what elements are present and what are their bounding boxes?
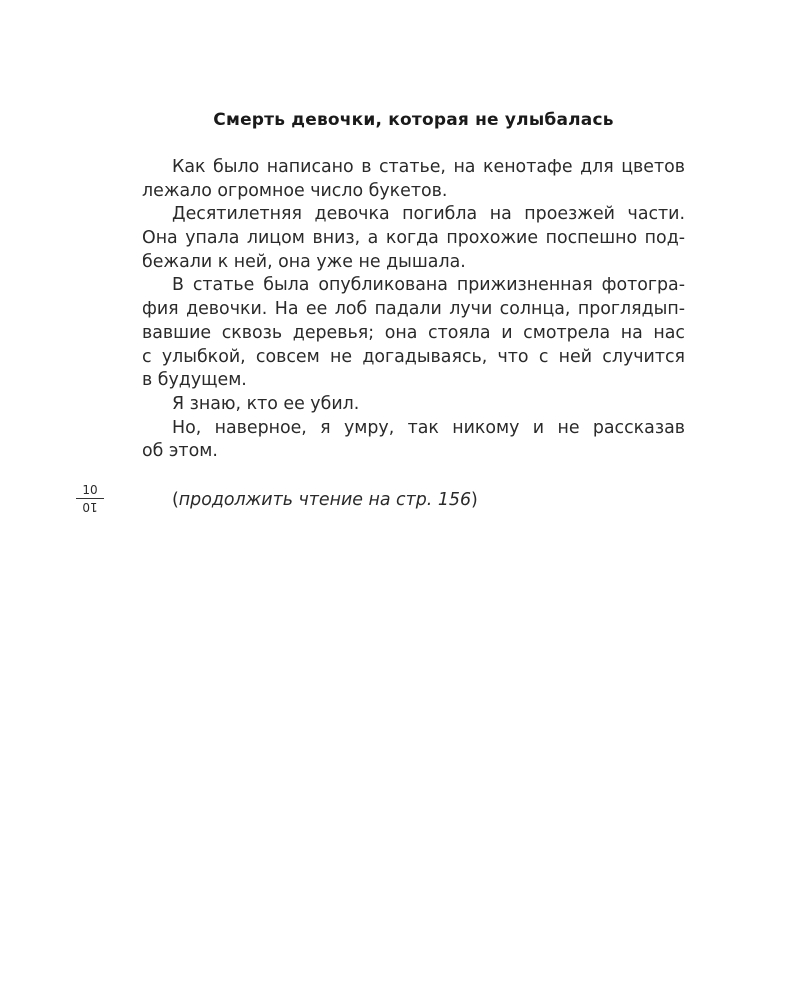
page-number-top: 10 [82,483,98,497]
text-line: Как было написано в статье, на кенотафе для цветов [172,157,685,177]
continue-reading-text: продолжить чтение на стр. 156 [178,490,472,510]
close-paren: ) [471,490,478,510]
text-line: с улыбкой, совсем не догадываясь, что с ней случится [142,346,685,367]
text-line: фия девочки. На ее лоб падали лучи солнца, проглядып- [142,299,685,320]
text-line: лежало огромное число букетов. [142,180,448,201]
text-line: Десятилетняя девочка погибла на проезжей части. [172,204,685,225]
body-text [142,156,685,464]
text-line: Я знаю, кто ее убил. [172,393,360,414]
page-number-divider [76,498,104,499]
text-line: Она упала лицом вниз, а когда прохожие поспешно под- [142,228,685,249]
page-number [76,484,104,513]
page-number-bottom-inverted: 10 [82,500,98,514]
text-line: Но, наверное, я умру, так никому и не рассказав [172,417,685,438]
text-line: бежали к ней, она уже не дышала. [142,251,466,272]
continue-reading-note [172,488,478,512]
text-line: вавшие сквозь деревья; она стояла и смотрела на нас [142,322,685,343]
text-line: В статье была опубликована прижизненная фотогра- [172,275,685,296]
chapter-title: Смерть девочки, которая не улыбалась [213,110,614,130]
open-paren: ( [172,490,179,510]
text-line: в будущем. [142,370,247,391]
text-line: об этом. [142,441,218,462]
